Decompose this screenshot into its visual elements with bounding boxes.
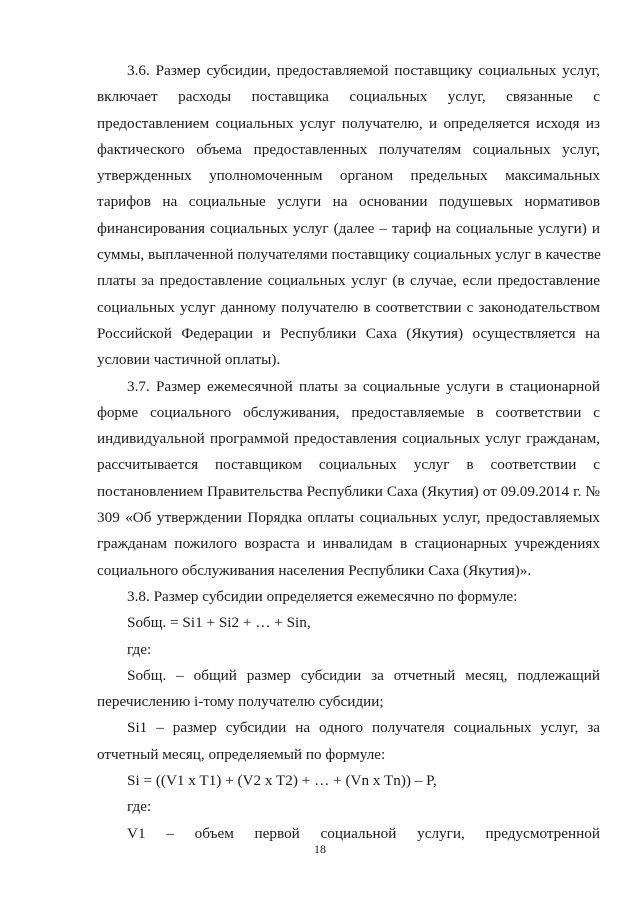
text-line: индивидуальной программой предоставления социальных услуг гражданам,: [97, 430, 600, 448]
text-line: рассчитывается поставщиком социальных услуг в соответствии с: [97, 456, 600, 474]
text-line: финансирования социальных услуг (далее – тариф на социальные услуги) и: [97, 219, 600, 237]
text-line: Si1 – размер субсидии на одного получателя социальных услуг, за: [127, 719, 600, 737]
text-line: отчетный месяц, определяемый по формуле:: [97, 745, 386, 763]
text-line: 3.7. Размер ежемесячной платы за социальные услуги в стационарной: [127, 377, 600, 395]
text-line: V1 – объем первой социальной услуги, предусмотренной: [127, 824, 600, 842]
text-line: где:: [127, 640, 152, 658]
text-line: платы за предоставление социальных услуг (в случае, если предоставление: [97, 272, 600, 290]
text-line: 3.6. Размер субсидии, предоставляемой поставщику социальных услуг,: [127, 62, 600, 79]
text-line: фактического объема предоставленных получателям социальных услуг,: [97, 140, 600, 158]
text-line: социального обслуживания населения Республики Саха (Якутия)».: [97, 561, 532, 579]
text-line: Российской Федерации и Республики Саха (Якутия) осуществляется на: [97, 324, 600, 342]
text-line: постановлением Правительства Республики Саха (Якутия) от 09.09.2014 г. №: [97, 482, 600, 500]
document-body: [97, 58, 600, 847]
text-line: Sобщ. = Si1 + Si2 + … + Sin,: [127, 614, 311, 632]
text-line: гражданам пожилого возраста и инвалидам в стационарных учреждениях: [97, 535, 600, 553]
text-line: форме социального обслуживания, предоставляемые в соответствии с: [97, 403, 600, 421]
text-line: суммы, выплаченной получателями поставщику социальных услуг в качестве: [97, 246, 601, 264]
text-line: утвержденных уполномоченным органом предельных максимальных: [97, 167, 600, 185]
text-line: перечислению i-тому получателю субсидии;: [97, 693, 384, 711]
text-line: Sобщ. – общий размер субсидии за отчетный месяц, подлежащий: [127, 666, 600, 684]
text-line: социальных услуг данному получателю в соответствии с законодательством: [97, 298, 600, 316]
text-line: тарифов на социальные услуги на основании подушевых нормативов: [97, 193, 600, 211]
text-line: включает расходы поставщика социальных услуг, связанные с: [97, 88, 600, 106]
text-line: 3.8. Размер субсидии определяется ежемесячно по формуле:: [127, 587, 518, 605]
text-line: где:: [127, 798, 152, 816]
page-number: 18: [314, 842, 326, 856]
text-line: 309 «Об утверждении Порядка оплаты социальных услуг, предоставляемых: [97, 509, 600, 527]
text-line: Si = ((V1 x T1) + (V2 x T2) + … + (Vn x Tn)) – P,: [127, 772, 437, 790]
text-line: предоставлением социальных услуг получателю, и определяется исходя из: [97, 114, 600, 132]
text-line: условии частичной оплаты).: [97, 351, 281, 369]
